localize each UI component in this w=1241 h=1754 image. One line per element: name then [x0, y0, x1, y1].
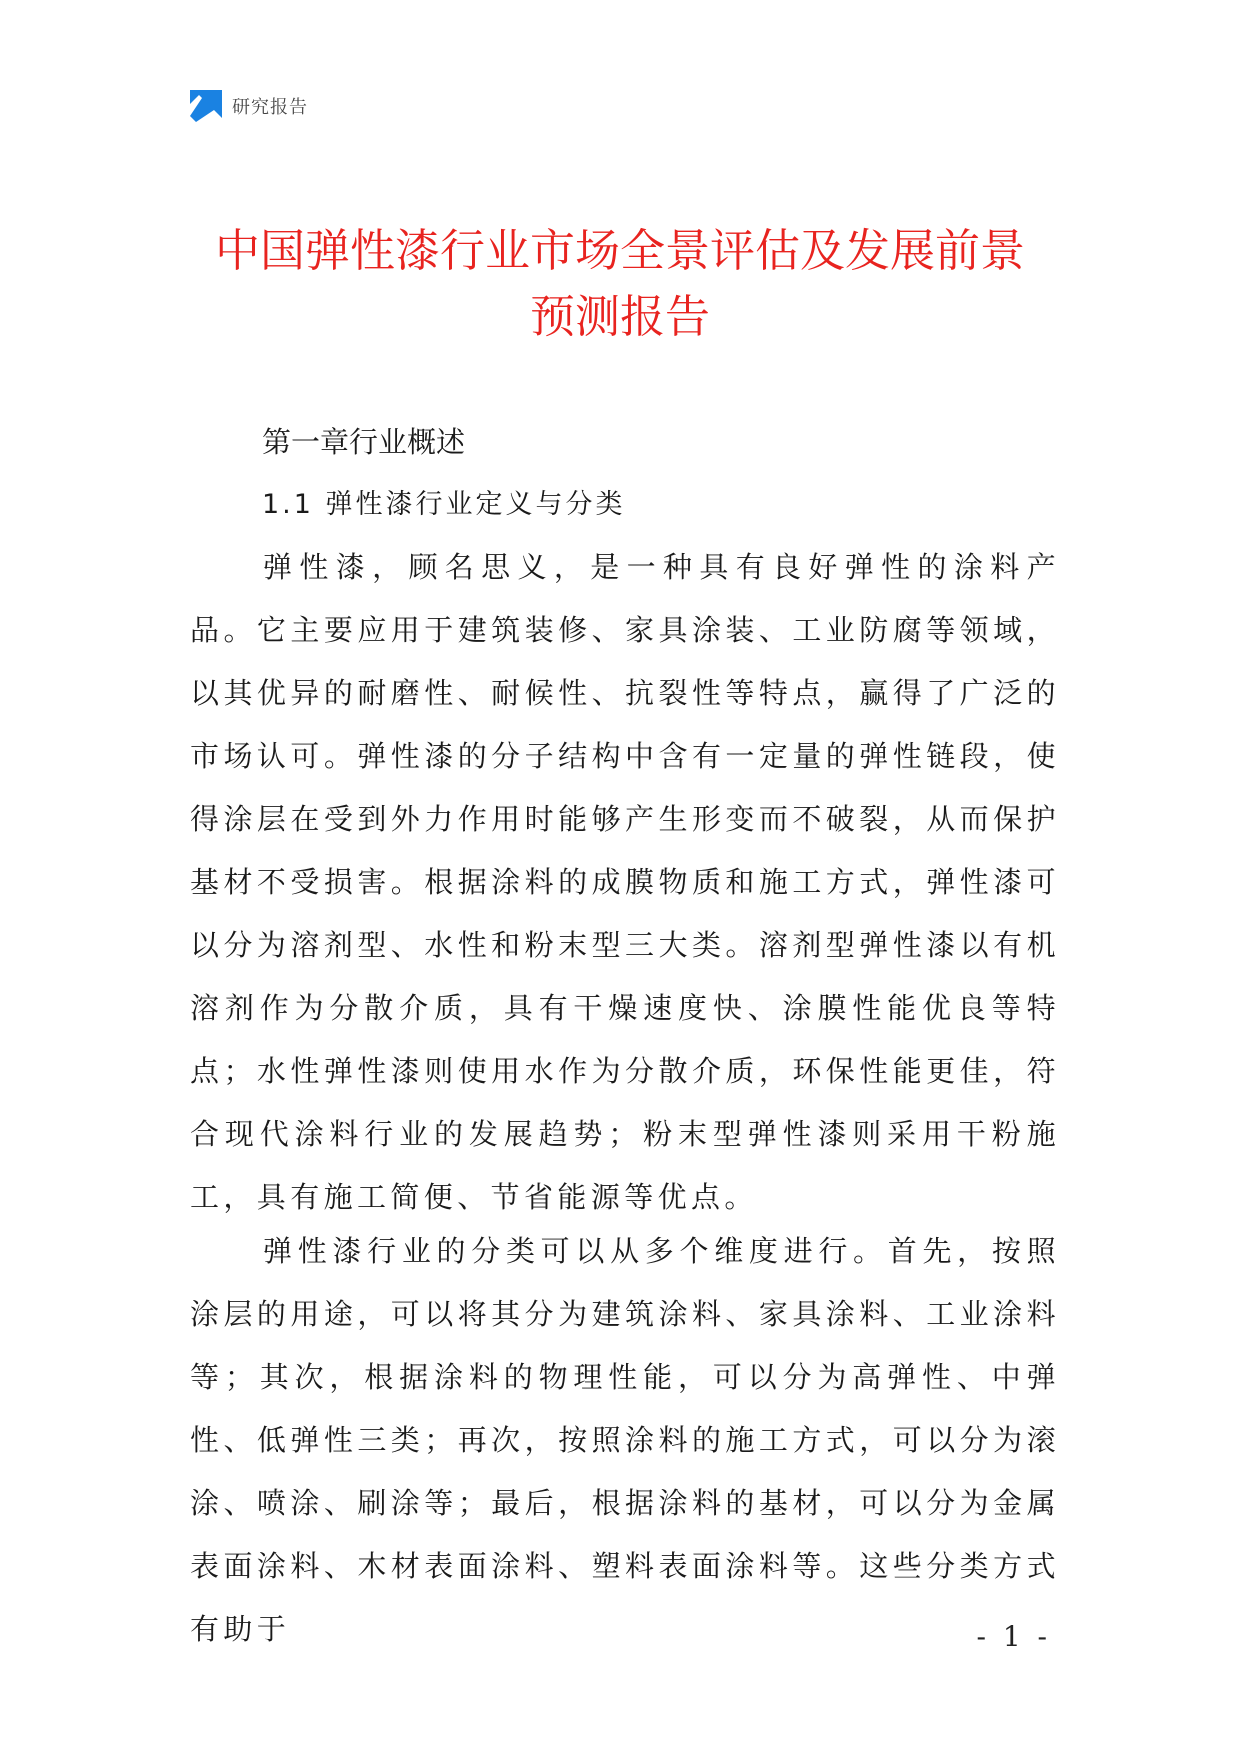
- section-heading: 1.1 弹性漆行业定义与分类: [262, 489, 626, 520]
- body-paragraph-1: 弹性漆，顾名思义，是一种具有良好弹性的涂料产品。它主要应用于建筑装修、家具涂装、工业防腐等领域，以其优异的耐磨性、耐候性、抗裂性等特点，赢得了广泛的市场认可。弹性漆的分子结构中含有一定量的弹性链段，使得涂层在受到外力作用时能够产生形变而不破裂，从而保护基材不受损害。根据涂料的成膜物质和施工方式，弹性漆可以分为溶剂型、水性和粉末型三大类。溶剂型弹性漆以有机溶剂作为分散介质，具有干燥速度快、涂膜性能优良等特点；水性弹性漆则使用水作为分散介质，环保性能更佳，符合现代涂料行业的发展趋势；粉末型弹性漆则采用干粉施工，具有施工简便、节省能源等优点。: [190, 550, 1060, 1214]
- chapter-heading: 第一章行业概述: [262, 425, 466, 459]
- page-number: - 1 -: [976, 1620, 1051, 1653]
- report-header: [190, 90, 308, 122]
- report-title-line-1: 中国弹性漆行业市场全景评估及发展前景: [214, 224, 1025, 277]
- header-label: 研究报告: [232, 97, 308, 118]
- report-title: [120, 218, 1120, 350]
- body-paragraph-2: 弹性漆行业的分类可以从多个维度进行。首先，按照涂层的用途，可以将其分为建筑涂料、家具涂料、工业涂料等；其次，根据涂料的物理性能，可以分为高弹性、中弹性、低弹性三类；再次，按照涂料的施工方式，可以分为滚涂、喷涂、刷涂等；最后，根据涂料的基材，可以分为金属表面涂料、木材表面涂料、塑料表面涂料等。这些分类方式有助于: [190, 1234, 1060, 1646]
- report-title-line-2: 预测报告: [529, 290, 710, 343]
- arrow-up-right-icon: [190, 90, 222, 122]
